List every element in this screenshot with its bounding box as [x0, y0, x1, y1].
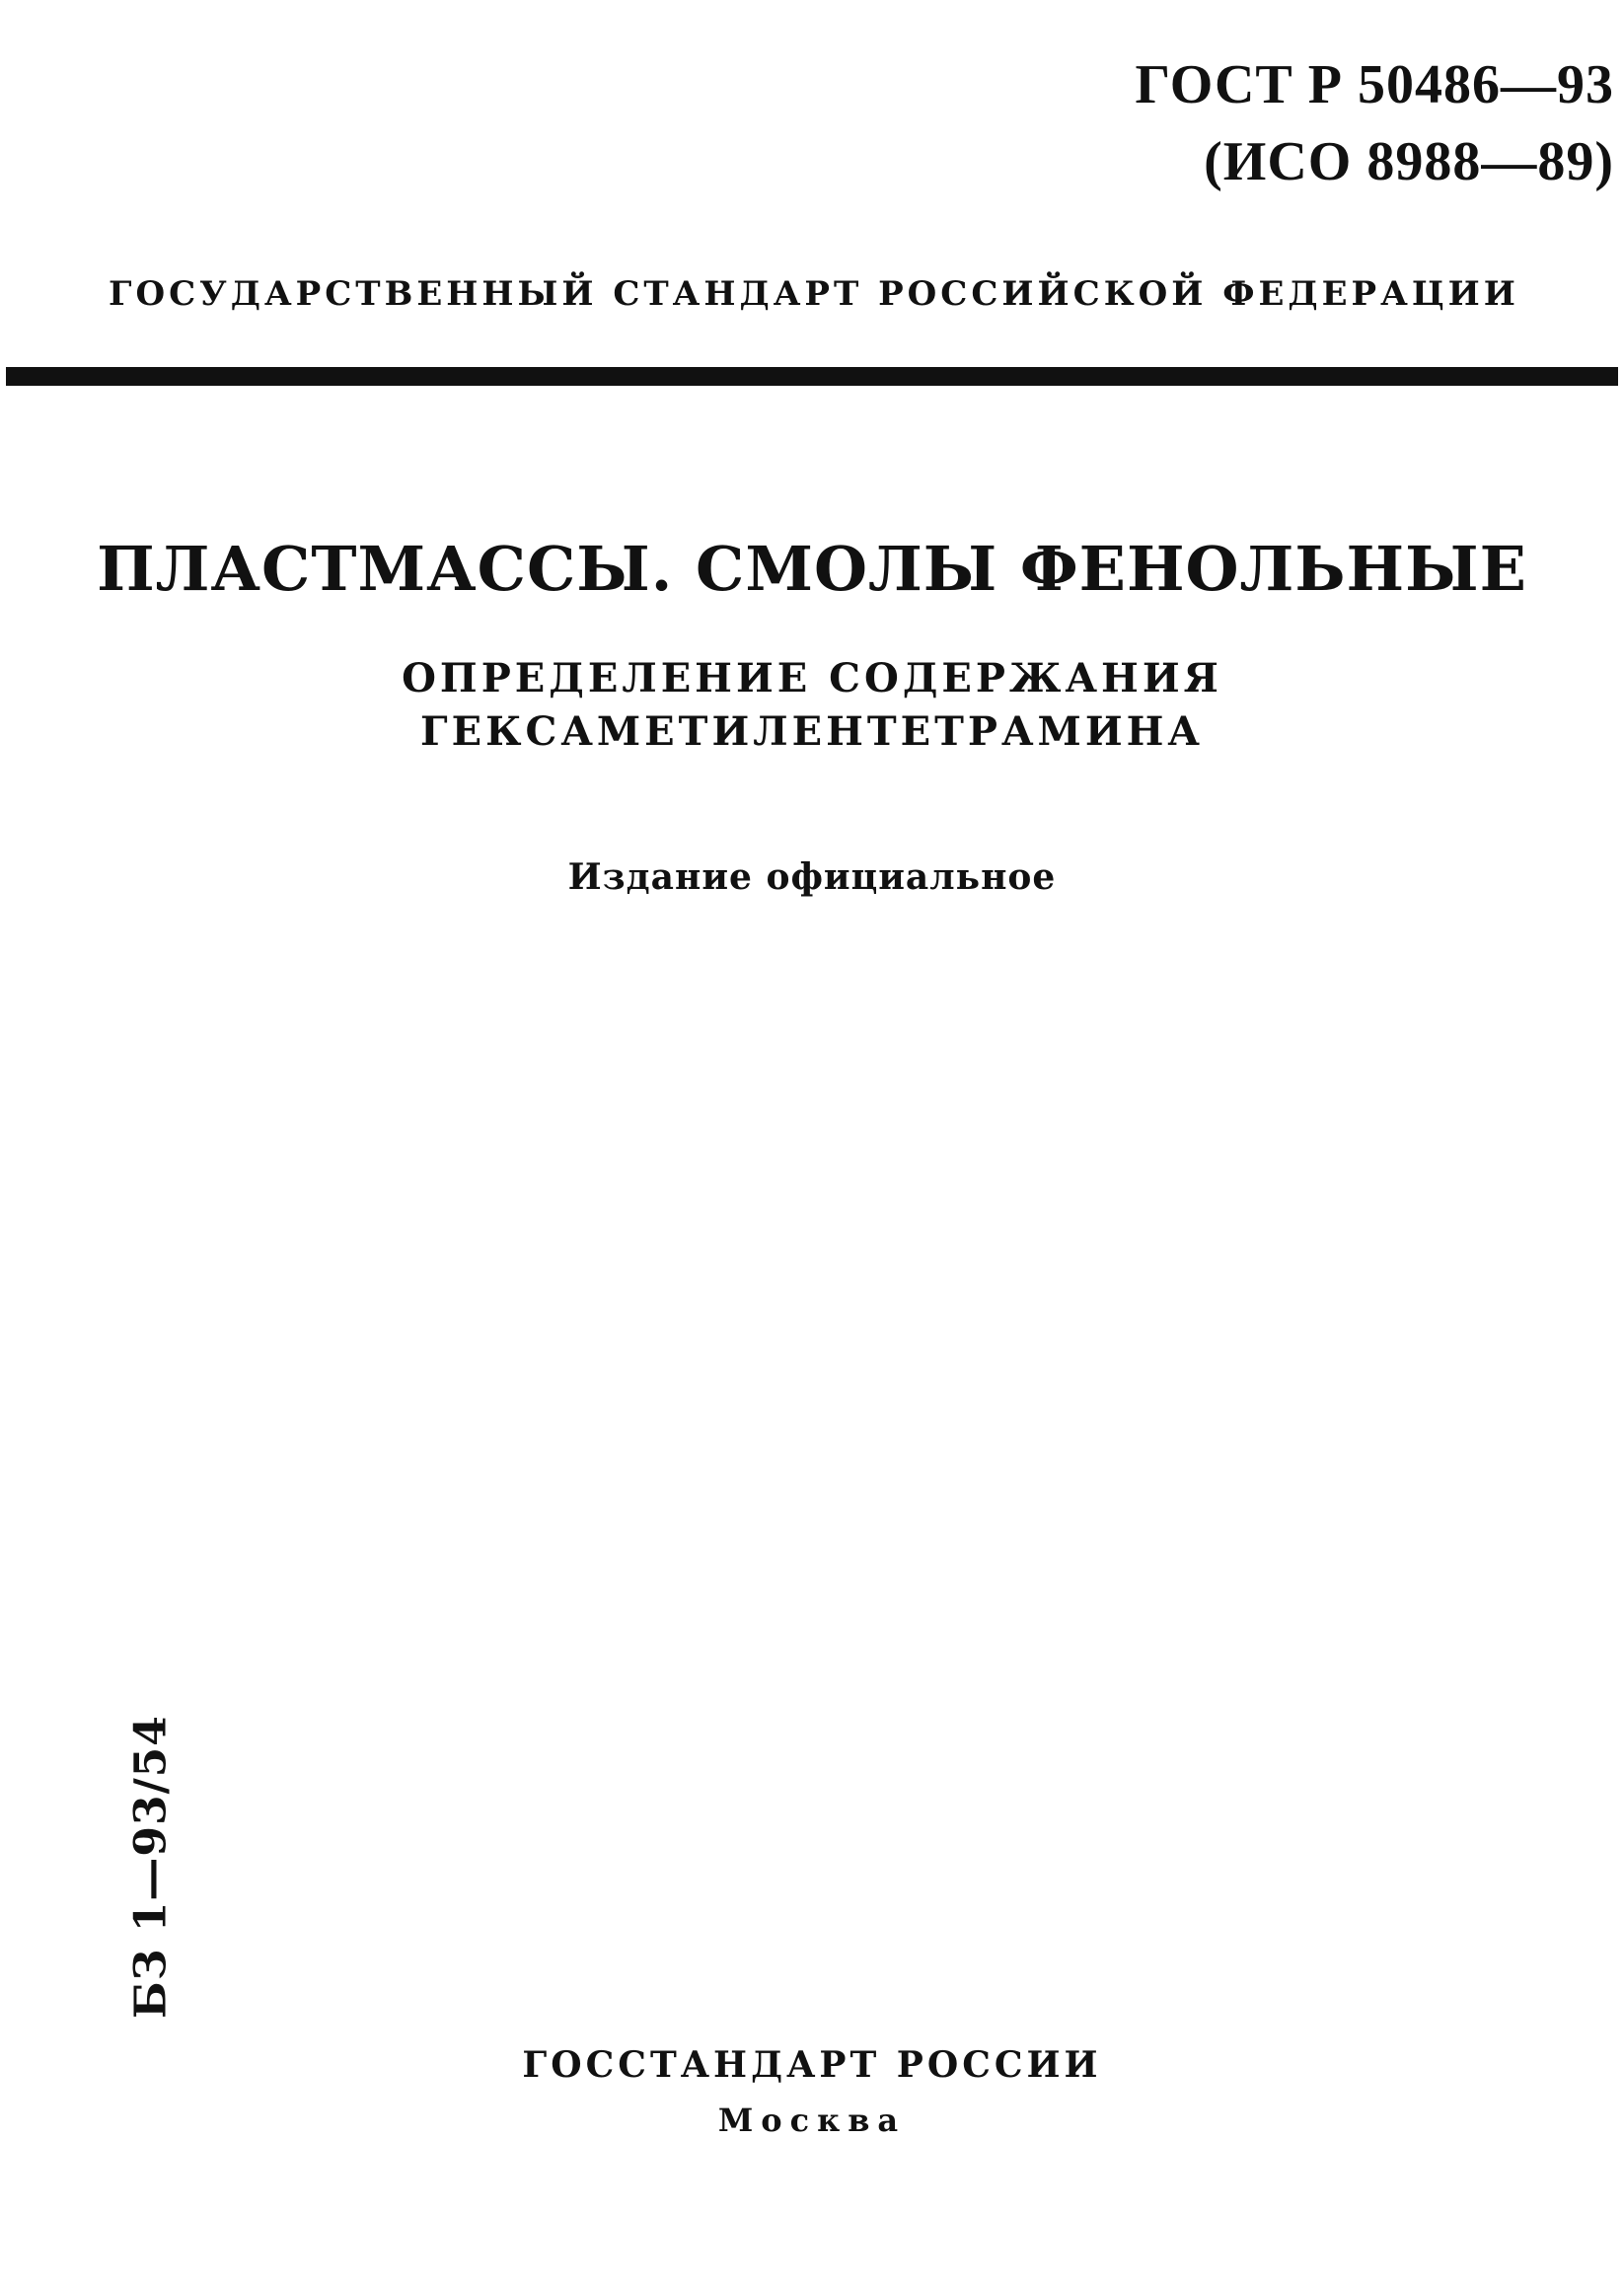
document-subtitle-line1: ОПРЕДЕЛЕНИЕ СОДЕРЖАНИЯ — [402, 655, 1222, 701]
edition-label: Издание официальное — [567, 856, 1057, 898]
document-subtitle-line2: ГЕКСАМЕТИЛЕНТЕТРАМИНА — [420, 708, 1204, 755]
gost-number: ГОСТ Р 50486—93 — [1135, 54, 1614, 115]
publisher: ГОССТАНДАРТ РОССИИ — [522, 2044, 1102, 2086]
state-standard-heading: ГОСУДАРСТВЕННЫЙ СТАНДАРТ РОССИЙСКОЙ ФЕДЕРАЦИИ — [109, 274, 1519, 314]
side-code — [119, 1715, 183, 2019]
side-code-text: БЗ 1—93/54 — [125, 1715, 177, 2019]
header-rule — [6, 367, 1618, 386]
publication-city: Москва — [717, 2102, 907, 2139]
document-title: ПЛАСТМАССЫ. СМОЛЫ ФЕНОЛЬНЫЕ — [97, 533, 1527, 605]
iso-number: (ИСО 8988—89) — [1204, 131, 1614, 192]
